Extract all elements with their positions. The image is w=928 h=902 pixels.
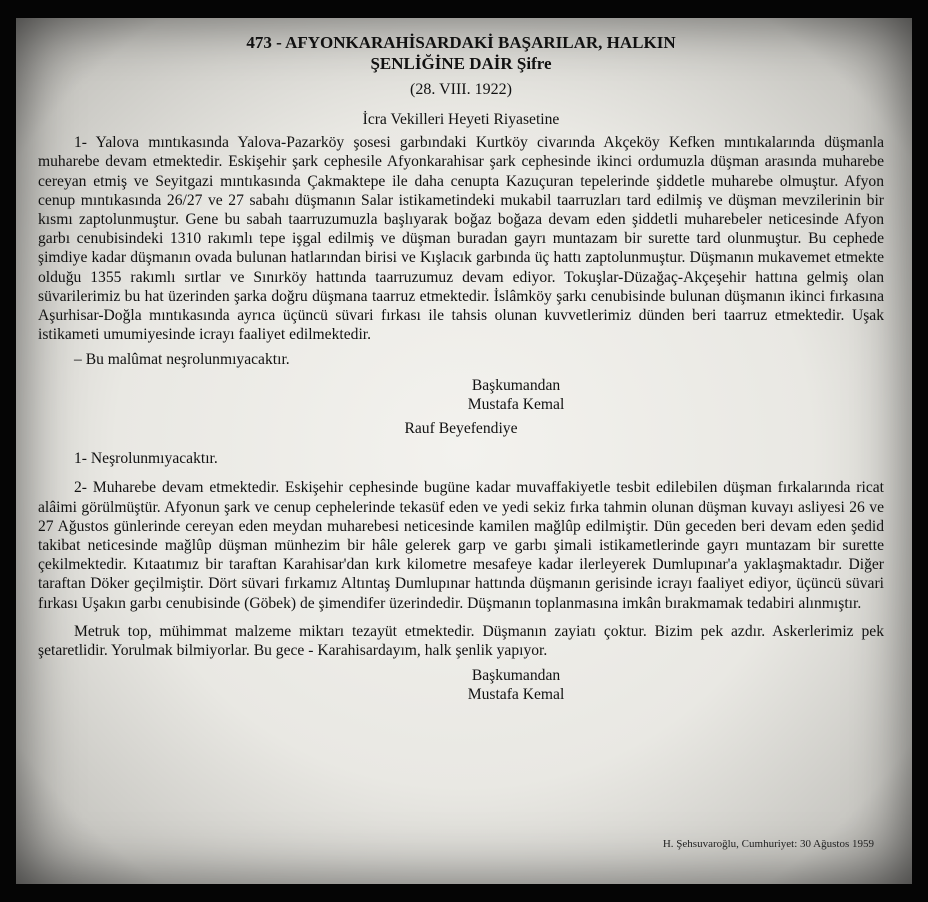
- signature-2-title: Başkumandan: [471, 667, 561, 685]
- document-title-line2: ŞENLİĞİNE DAİR Şifre: [370, 54, 552, 73]
- document-body: [38, 32, 884, 705]
- signature-2-name: Mustafa Kemal: [467, 686, 565, 704]
- document-date: (28. VIII. 1922): [410, 81, 512, 98]
- paragraph-1: 1- Yalova mıntıkasında Yalova-Pazarköy şosesi garbındaki Kurtköy civarında Akçeköy Kefken mıntıkalarında düşmanla muharebe devam etmektedir. Eskişehir şark cephesile Afyonkarahisar şark cephesinde ikinci ordumuzla düşman arasında muharebe cereyan etmiş ve Seyitgazi mıntıkasında Çakmaktepe ile daha cenupta Kazuçuran tepelerinde şiddetle muharebe olmuştur. Afyon cenup mıntıkasında 26/27 ve 27 sabahı düşmanın Salar istikametindeki mukabil taarruzları tard edilmiş ve düşman mevzilerinin bir kısmı zaptolunmuştur. Gene bu sabah taarruzumuzla başlıyarak boğaz boğaza devam eden şiddetli muharebeler neticesinde Afyon garbı cenubisindeki 1310 rakımlı tepe işgal edilmiş ve düşman buradan gayrı muntazam bir surette tard olunmuştur. Bu cephede şimdiye kadar düşmanın ovada bulunan hatlarından birisi ve Kışlacık garbında üç hattı zaptolunmuştur. Düşmanın mukavemet etmekte olduğu 1355 rakımlı sırtlar ve Sınırköy hattında taarruzumuz devam ediyor. Tokuşlar-Düzağaç-Akçeşehir hattına gelmiş olan süvarilerimiz bu hat üzerinden şarka doğru düşmana taarruz etmektedir. İslâmköy şarkı cenubisinde bulunan düşmanın ikinci fırkasına Aşurhisar-Doğla mıntıkasında ayrıca üçüncü süvari fırkası ile tahsis olunan kuvvetlerimiz dünden beri taarruz etmektedir. Uşak istikameti umumiyesinde icrayı faaliyet edilmektedir.: [38, 134, 884, 344]
- document-page: [16, 18, 912, 884]
- source-citation: H. Şehsuvaroğlu, Cumhuriyet: 30 Ağustos 1959: [662, 838, 874, 850]
- recipient-heading-2: Rauf Beyefendiye: [404, 420, 518, 438]
- signature-1-name: Mustafa Kemal: [467, 395, 565, 413]
- signature-1-title: Başkumandan: [471, 376, 561, 394]
- document-title-line1: 473 - AFYONKARAHİSARDAKİ BAŞARILAR, HALKIN: [246, 33, 676, 52]
- recipient-heading-1: İcra Vekilleri Heyeti Riyasetine: [362, 111, 560, 128]
- confidential-note: – Bu malûmat neşrolunmıyacaktır.: [74, 351, 290, 369]
- item-1: 1- Neşrolunmıyacaktır.: [74, 450, 218, 468]
- paragraph-2: 2- Muharebe devam etmektedir. Eskişehir cephesinde bugüne kadar muvaffakiyetle tesbit edilebilen düşman fırkalarında ricat alâimi görülmüştür. Afyonun şark ve cenup cephelerinde tekasüf eden ve yedi sekiz fırka tahmin olunan düşman kuvayı asliyesi 26 ve 27 Ağustos günlerinde cereyan eden meydan muharebesi neticesinde kamilen mağlûp edilmiştir. Dün geceden beri devam eden şedid takibat neticesinde mağlûp düşman münhezim bir hâle gelerek garp ve garbı şimali istikametlerinde gayrı muntazam bir surette çekilmektedir. Kıtaatımız bir taraftan Karahisar'dan kırk kilometre mesafeye kadar ilerleyerek Dumlupınar'a yaklaşmaktadır. Diğer taraftan Döker geçilmiştir. Dört süvari fırkamız Altıntaş Dumlupınar hattında düşmanın gerisinde icrayı faaliyet ediyor, üçüncü süvari fırkası Uşakın garbı cenubisinde (Göbek) de şimendifer üzerindedir. Düşmanın toplanmasına imkân bırakmamak tedabiri alınmıştır.: [38, 479, 884, 612]
- paragraph-3: Metruk top, mühimmat malzeme miktarı tezayüt etmektedir. Düşmanın zayiatı çoktur. Bizim pek azdır. Askerlerimiz pek şetaretlidir. Yorulmak bilmiyorlar. Bu gece - Karahisardayım, halk şenlik yapıyor.: [38, 622, 884, 660]
